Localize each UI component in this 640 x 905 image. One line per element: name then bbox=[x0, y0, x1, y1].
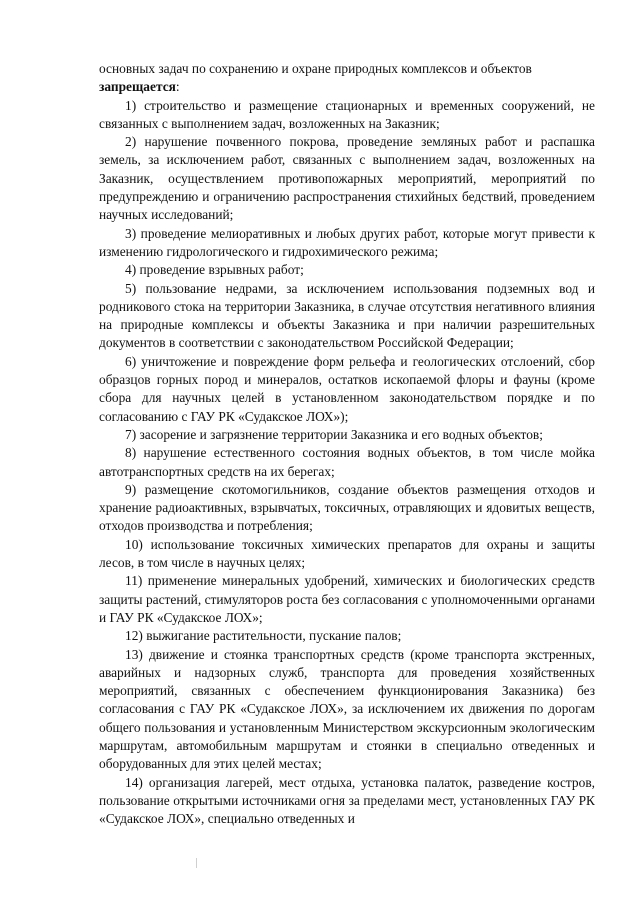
list-item-3: 3) проведение мелиоративных и любых других работ, которые могут привести к изменению гидрологического и гидрохимического режима; bbox=[99, 225, 595, 259]
list-item-10: 10) использование токсичных химических препаратов для охраны и защиты лесов, в том числе в научных целях; bbox=[99, 536, 595, 571]
list-item-12: 12) выжигание растительности, пускание палов; bbox=[125, 628, 402, 644]
list-item-5: 5) пользование недрами, за исключением использования подземных вод и родникового стока на территории Заказника, в случае отсутствия негативного влияния на природные комплексы и объекты Заказника и при наличии разрешительных документов в соответствии с законодательством Российской Федерации; bbox=[99, 280, 595, 351]
prohibited-word: запрещается bbox=[99, 79, 176, 95]
list-item-8: 8) нарушение естественного состояния водных объектов, в том числе мойка автотранспортных средств на их берегах; bbox=[99, 445, 595, 479]
list-item-2: 2) нарушение почвенного покрова, проведение земляных работ и распашка земель, за исключением работ, связанных с выполнением задач, возложенных на Заказник, осуществлением противопожарных мероприятий, мероприятий по предупреждению и ограничению распространения стихийных бедствий, проведением научных исследований; bbox=[99, 134, 595, 223]
list-item-14: 14) организация лагерей, мест отдыха, установка палаток, разведение костров, пользование открытыми источниками огня за пределами мест, установленных ГАУ РК «Судакское ЛОХ», специально отведенных и bbox=[99, 774, 595, 827]
list-item-9: 9) размещение скотомогильников, создание объектов размещения отходов и хранение радиоактивных, взрывчатых, токсичных, отравляющих и ядовитых веществ, отходов производства и потребления; bbox=[99, 481, 595, 534]
opening-line: основных задач по сохранению и охране природных комплексов и объектов bbox=[99, 61, 532, 76]
document-body bbox=[99, 60, 595, 828]
opening-paragraph bbox=[99, 60, 595, 97]
list-item-13: 13) движение и стоянка транспортных средств (кроме транспорта экстренных, аварийных и надзорных служб, транспорта для проведения хозяйственных мероприятий, связанных с обеспечением функционирования Заказника) без согласования с ГАУ РК «Судакское ЛОХ», за исключением их движения по дорогам общего пользования и установленным Министерством экскурсионным экологическим маршрутам, автомобильным маршрутам и стоянки в специально отведенных и оборудованных для этих целей местах; bbox=[99, 646, 595, 772]
prohibited-suffix: : bbox=[175, 79, 180, 95]
scan-mark bbox=[196, 858, 197, 868]
list-item-6: 6) уничтожение и повреждение форм рельефа и геологических отслоений, сбор образцов горных пород и минералов, остатков ископаемой флоры и фауны (кроме сбора для научных целей в установленном законодательством порядке и по согласованию с ГАУ РК «Судакское ЛОХ»); bbox=[99, 353, 595, 424]
list-item-11: 11) применение минеральных удобрений, химических и биологических средств защиты растений, стимуляторов роста без согласования с уполномоченными органами и ГАУ РК «Судакское ЛОХ»; bbox=[99, 573, 595, 625]
list-item-4: 4) проведение взрывных работ; bbox=[125, 262, 304, 278]
list-item-7: 7) засорение и загрязнение территории Заказника и его водных объектов; bbox=[125, 426, 543, 442]
list-item-1: 1) строительство и размещение стационарных и временных сооружений, не связанных с выполнением задач, возложенных на Заказник; bbox=[99, 97, 595, 131]
